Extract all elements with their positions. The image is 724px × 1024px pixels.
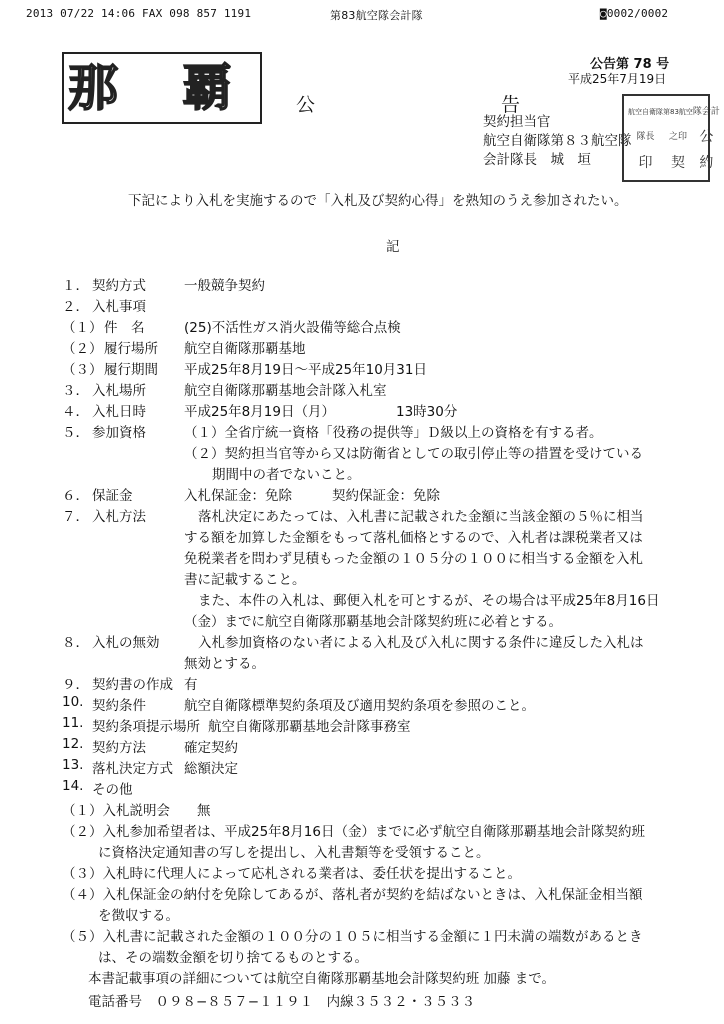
item-2-num: ２．	[62, 299, 89, 315]
item-2-1-label: 件 名	[104, 320, 145, 336]
item-6-content2: 契約保証金：免除	[332, 488, 440, 504]
item-6-content: 入札保証金：免除	[184, 488, 292, 504]
other-3: （３）入札時に代理人によって応札される業者は、委任状を提出すること。	[62, 866, 521, 882]
item-14-num: 14.	[62, 778, 84, 794]
item-7-line5: また、本件の入札は、郵便入札を可とするが、その場合は平成25年8月16日	[198, 593, 660, 609]
seal-char: 航空自衛隊	[628, 108, 663, 116]
item-12-label: 契約方法	[92, 740, 146, 756]
stamp-char-2: 覇	[182, 59, 234, 117]
fax-page-icon: ◙	[600, 7, 607, 20]
item-4-time: 13時30分	[396, 404, 458, 420]
item-1-content: 一般競争契約	[184, 278, 265, 294]
seal-char: 隊会計	[692, 107, 720, 117]
item-3-content: 航空自衛隊那覇基地会計隊入札室	[184, 383, 387, 399]
other-5-line1: （５）入札書に記載された金額の１００分の１０５に相当する金額に１円未満の端数があるとき	[62, 929, 643, 945]
item-2-3-num: （３）	[62, 362, 103, 378]
item-2-3-label: 履行期間	[104, 362, 158, 378]
item-2-3-content: 平成25年8月19日〜平成25年10月31日	[184, 362, 427, 378]
item-7-line6: （金）までに航空自衛隊那覇基地会計隊契約班に必着とする。	[184, 614, 562, 630]
item-4-num: ４．	[62, 404, 89, 420]
item-7-label: 入札方法	[92, 509, 146, 525]
item-8-label: 入札の無効	[92, 635, 160, 651]
item-5-num: ５．	[62, 425, 89, 441]
item-11-label: 契約条項提示場所	[92, 719, 200, 735]
official-name: 会計隊長 城 垣	[483, 152, 618, 168]
naha-stamp	[62, 52, 262, 124]
item-2-1-content: (25)不活性ガス消火設備等総合点検	[184, 320, 401, 336]
seal-char: 印	[638, 154, 653, 171]
seal-char: 約	[699, 154, 714, 171]
item-10-label: 契約条件	[92, 698, 146, 714]
item-13-label: 落札決定方式	[92, 761, 173, 777]
item-5-label: 参加資格	[92, 425, 146, 441]
item-2-1-num: （１）	[62, 320, 103, 336]
notice-date: 平成25年7月19日	[568, 72, 667, 86]
other-2-line1: （２）入札参加希望者は、平成25年8月16日（金）までに必ず航空自衛隊那覇基地会計隊契約班	[62, 824, 645, 840]
item-3-num: ３．	[62, 383, 89, 399]
item-5-line2: （２）契約担当官等から又は防衛省としての取引停止等の措置を受けている	[184, 446, 643, 462]
item-7-num: ７．	[62, 509, 89, 525]
item-2-2-content: 航空自衛隊那覇基地	[184, 341, 306, 357]
item-9-num: ９．	[62, 677, 89, 693]
item-7-line4: 書に記載すること。	[184, 572, 306, 588]
other-4-line1: （４）入札保証金の納付を免除してあるが、落札者が契約を結ばないときは、入札保証金相当額	[62, 887, 643, 903]
item-7-line1: 落札決定にあたっては、入札書に記載された金額に当該金額の５％に相当	[198, 509, 644, 525]
item-7-line2: する額を加算した金額をもって落札価格とするので、入札者は課税業者又は	[184, 530, 643, 546]
other-2-line2: に資格決定通知書の写しを提出し、入札書類等を受領すること。	[98, 845, 490, 861]
fax-header-unit: 第83航空隊会計隊	[330, 9, 423, 22]
item-11-num: 11.	[62, 715, 84, 731]
seal-glyphs	[628, 100, 720, 176]
seal-char: 第83航空	[663, 108, 693, 116]
item-8-line2: 無効とする。	[184, 656, 265, 672]
item-3-label: 入札場所	[92, 383, 146, 399]
intro-text: 下記により入札を実施するので「入札及び契約心得」を熟知のうえ参加されたい。	[128, 193, 628, 209]
item-6-label: 保証金	[92, 488, 133, 504]
seal-char: 隊長	[636, 132, 655, 143]
item-10-num: 10.	[62, 694, 84, 710]
item-12-num: 12.	[62, 736, 84, 752]
item-8-num: ８．	[62, 635, 89, 651]
item-13-content: 総額決定	[184, 761, 238, 777]
official-unit: 航空自衛隊第８３航空隊	[483, 133, 632, 149]
item-2-2-label: 履行場所	[104, 341, 158, 357]
item-13-num: 13.	[62, 757, 84, 773]
item-6-num: ６．	[62, 488, 89, 504]
item-1-num: １．	[62, 278, 89, 294]
item-10-content: 航空自衛隊標準契約条項及び適用契約条項を参照のこと。	[184, 698, 535, 714]
item-2-label: 入札事項	[92, 299, 146, 315]
item-11-content: 航空自衛隊那覇基地会計隊事務室	[208, 719, 411, 735]
seal-char: 公	[699, 129, 714, 146]
item-1-label: 契約方式	[92, 278, 146, 294]
phone-number: 電話番号 ０９８−８５７−１１９１ 内線３５３２・３５３３	[88, 994, 476, 1010]
item-7-line3: 免税業者を問わず見積もった金額の１０５分の１００に相当する金額を入札	[184, 551, 643, 567]
other-5-line2: は、その端数金額を切り捨てるものとする。	[98, 950, 368, 966]
item-2-2-num: （２）	[62, 341, 103, 357]
item-4-label: 入札日時	[92, 404, 146, 420]
item-8-line1: 入札参加資格のない者による入札及び入札に関する条件に違反した入札は	[198, 635, 644, 651]
item-12-content: 確定契約	[184, 740, 238, 756]
notice-title: 公 告	[296, 94, 611, 116]
seal-char: 之印	[668, 132, 687, 143]
item-14-label: その他	[92, 782, 133, 798]
other-4-line2: を徴収する。	[98, 908, 179, 924]
official-title: 契約担当官	[483, 114, 551, 130]
fax-header-page: ◙0002/0002	[600, 7, 669, 20]
official-seal	[622, 94, 720, 182]
item-9-label: 契約書の作成	[92, 677, 173, 693]
detail-contact: 本書記載事項の詳細については航空自衛隊那覇基地会計隊契約班 加藤 まで。	[88, 971, 556, 987]
item-9-content: 有	[184, 677, 198, 693]
seal-char: 契	[670, 154, 685, 171]
ki-heading: 記	[386, 239, 400, 255]
item-5-line1: （１）全省庁統一資格「役務の提供等」Ｄ級以上の資格を有する者。	[184, 425, 603, 441]
stamp-char-1: 那	[68, 59, 120, 117]
other-1: （１）入札説明会 無	[62, 803, 211, 819]
item-4-content: 平成25年8月19日（月）	[184, 404, 335, 420]
fax-header-sender: 2013 07/22 14:06 FAX 098 857 1191	[26, 7, 252, 20]
notice-number: 公告第 78 号	[590, 57, 670, 72]
item-5-line3: 期間中の者でないこと。	[212, 467, 361, 483]
